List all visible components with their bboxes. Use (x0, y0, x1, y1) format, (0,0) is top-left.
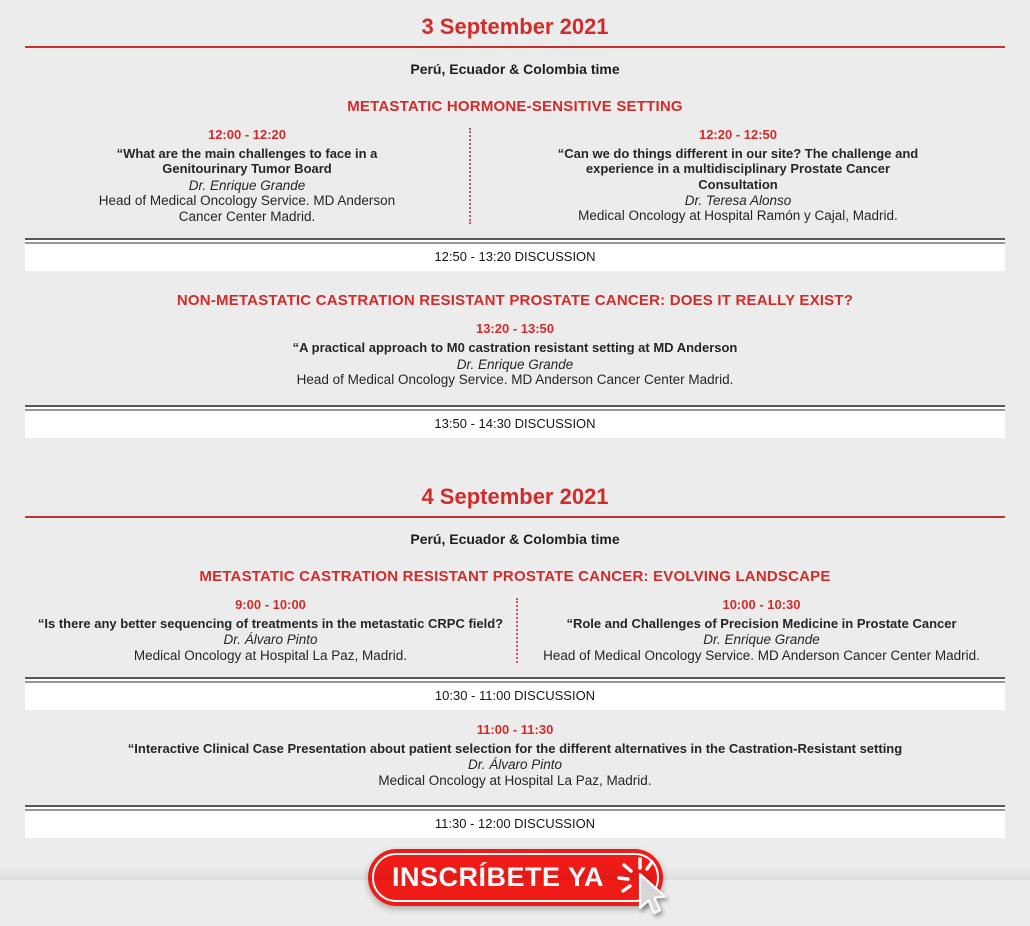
talk-title: “Is there any better sequencing of treatments in the metastatic CRPC field? (37, 615, 504, 631)
speaker-name: Dr. Enrique Grande (188, 177, 306, 193)
talk-time: 10:00 - 10:30 (722, 596, 801, 612)
talk-time: 12:00 - 12:20 (207, 127, 287, 143)
talk-title: “Can we do things different in our site? The challenge and experience in a multidisciplinary Prostate Cancer Consultation (557, 146, 919, 192)
discussion-bar (25, 805, 1005, 838)
day-2-section (25, 438, 1005, 839)
speaker-affiliation: Head of Medical Oncology Service. MD Anderson Cancer Center Madrid. (543, 647, 980, 663)
talk-title: “What are the main challenges to face in a Genitourinary Tumor Board (116, 146, 378, 177)
discussion-text: 10:30 - 11:00 DISCUSSION (25, 683, 1005, 710)
talk-block (25, 598, 516, 663)
day-1-session-2-heading: NON-METASTATIC CASTRATION RESISTANT PROSTATE CANCER: DOES IT REALLY EXIST? (176, 292, 854, 310)
day-2-session-1-talks (25, 598, 1005, 663)
speaker-name: Dr. Enrique Grande (703, 632, 820, 647)
day-2-session-1-heading: METASTATIC CASTRATION RESISTANT PROSTATE CANCER: EVOLVING LANDSCAPE (199, 567, 831, 585)
day-1-timezone: Perú, Ecuador & Colombia time (410, 61, 620, 78)
discussion-text: 11:30 - 12:00 DISCUSSION (25, 811, 1005, 838)
talk-title: “A practical approach to M0 castration resistant setting at MD Anderson (292, 340, 738, 356)
talk-time: 13:20 - 13:50 (475, 321, 555, 337)
speaker-name: Dr. Álvaro Pinto (467, 757, 563, 773)
speaker-name: Dr. Teresa Alonso (684, 192, 792, 208)
inscribete-ya-button[interactable] (368, 849, 663, 906)
discussion-text: 13:50 - 14:30 DISCUSSION (25, 411, 1005, 438)
speaker-affiliation: Medical Oncology at Hospital Ramón y Cajal, Madrid. (578, 208, 898, 224)
speaker-affiliation: Medical Oncology at Hospital La Paz, Madrid. (378, 772, 652, 788)
day-1-session-1-heading: METASTATIC HORMONE-SENSITIVE SETTING (347, 98, 683, 116)
talk-block (25, 128, 469, 224)
day-2-red-divider (25, 516, 1005, 518)
day-2-timezone: Perú, Ecuador & Colombia time (410, 530, 620, 547)
discussion-bar (25, 238, 1005, 271)
talk-block (471, 128, 1005, 224)
discussion-bar (25, 405, 1005, 438)
day-1-section (25, 0, 1005, 438)
cta-label: INSCRÍBETE YA (391, 862, 605, 893)
discussion-text: 12:50 - 13:20 DISCUSSION (25, 244, 1005, 271)
talk-block (25, 723, 1005, 788)
speaker-affiliation: Head of Medical Oncology Service. MD Anderson Cancer Center Madrid. (98, 193, 396, 224)
speaker-name: Dr. Álvaro Pinto (223, 632, 318, 647)
day-1-date: 3 September 2021 (421, 14, 609, 39)
talk-title: “Interactive Clinical Case Presentation about patient selection for the different alternatives in the Castration-Resistant setting (127, 741, 903, 757)
talk-time: 12:20 - 12:50 (698, 127, 778, 143)
day-1-session-1-talks (25, 128, 1005, 224)
speaker-affiliation: Medical Oncology at Hospital La Paz, Madrid. (133, 647, 408, 663)
day-2-date: 4 September 2021 (421, 483, 609, 509)
talk-time: 11:00 - 11:30 (476, 722, 554, 738)
talk-block (518, 598, 1005, 663)
speaker-name: Dr. Enrique Grande (456, 356, 574, 372)
talk-time: 9:00 - 10:00 (235, 596, 306, 612)
talk-title: “Role and Challenges of Precision Medicine in Prostate Cancer (566, 615, 957, 631)
speaker-affiliation: Head of Medical Oncology Service. MD Anderson Cancer Center Madrid. (296, 372, 734, 388)
discussion-bar (25, 677, 1005, 710)
day-1-red-divider (25, 46, 1005, 48)
talk-block (25, 322, 1005, 387)
